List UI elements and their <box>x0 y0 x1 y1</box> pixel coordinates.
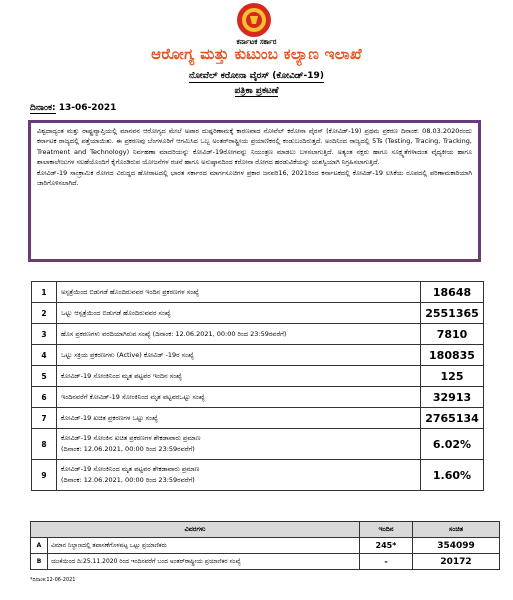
stat-number: 2 <box>32 303 57 324</box>
row-letter: B <box>31 554 48 570</box>
stat-label: ಒಟ್ಟು ಸಕ್ರಿಯ ಪ್ರಕರಣಗಳು (Active) ಕೋವಿಡ್ -19ರ ಸಂಖ್ಯೆ <box>61 350 194 359</box>
stat-number: 8 <box>32 429 57 460</box>
stat-row <box>32 324 484 345</box>
stat-label-cell <box>57 387 421 408</box>
intro-paragraph-2: ಕೋವಿಡ್-19 ಸಾಂಕ್ರಾಮಿಕ ರೋಗದ ವಿರುದ್ಧದ ಹೋರಾಟದಲ್ಲಿ ಭಾರತ ಸರ್ಕಾರದ ಮಾರ್ಗಸೂಚಿಗಳ ಪ್ರಕಾರ ಜನವರಿ16, 2021ರಿಂದ ಕರ್ನಾಟಕದಲ್ಲಿ ಕೋವಿಡ್-19 ಲಸಿಕೆಯ ರೂಪದಲ್ಲಿ ಪರಿಣಾಮಕಾರಿಯಾಗಿ ಜಾರಿಗೊಳಿಸಲಾಗಿದೆ. <box>37 168 472 188</box>
header-details: ವಿವರಗಳು <box>31 522 360 538</box>
stat-label-cell <box>57 345 421 366</box>
stat-sublabel: (ದಿನಾಂಕ: 12.06.2021, 00:00 ರಿಂದ 23:59ರವರೆಗೆ) <box>61 476 195 484</box>
stat-label: ಒಟ್ಟು ಆಸ್ಪತ್ರೆಯಿಂದ ಬಿಡುಗಡೆ ಹೊಂದಿರುವವರ ಸಂಖ್ಯೆ <box>61 308 171 317</box>
stat-row <box>32 282 484 303</box>
stat-row <box>32 460 484 491</box>
stat-label-cell <box>57 303 421 324</box>
row-label: ಯುಕೆಯಿಂದ ದಿ:25.11.2020 ರಿಂದ ಇಂದಿನವರೆಗೆ ಬಂದ ಅಂತರ್‌ರಾಷ್ಟ್ರೀಯ ಪ್ರಯಾಣಿಕರ ಸಂಖ್ಯೆ <box>48 554 360 570</box>
date-value: 13-06-2021 <box>58 103 117 113</box>
stat-value: 125 <box>421 366 484 387</box>
header-cumulative: ಸಂಚಿತ <box>413 522 500 538</box>
summary-row <box>31 554 500 570</box>
summary-table <box>30 521 500 570</box>
stat-label: ಹೊಸ ಪ್ರಕರಣಗಳು ವರದಿಯಾಗಿರುವ ಸಂಖ್ಯೆ (ದಿನಾಂಕ: 12.06.2021, 00:00 ರಿಂದ 23:59ರವರೆಗೆ) <box>61 329 287 338</box>
summary-header-row <box>31 522 500 538</box>
press-release-heading <box>0 86 513 96</box>
summary-row <box>31 538 500 554</box>
stat-number: 7 <box>32 408 57 429</box>
stat-value: 7810 <box>421 324 484 345</box>
stat-value: 6.02% <box>421 429 484 460</box>
stat-label-cell <box>57 460 421 491</box>
date-line <box>30 103 116 113</box>
stat-label: ಅಸ್ಪತ್ರೆಯಿಂದ ಬಿಡುಗಡೆ ಹೊಂದಿರುವವರ ಇಂದಿನ ಪ್ರಕರಣಗಳ ಸಂಖ್ಯೆ <box>61 287 199 296</box>
stat-number: 5 <box>32 366 57 387</box>
intro-paragraph-1: ವಿಶ್ವದಾದ್ಯಂತ ಮತ್ತು ರಾಷ್ಟ್ರವ್ಯಾಪ್ತಿಯಲ್ಲಿ ಮಾನವನ ಆರೋಗ್ಯದ ಮೇಲೆ ಅಪಾರ ದುಷ್ಪರಿಣಾಮಕ್ಕೆ ಕಾರಣವಾದ ನೋವೆಲ್ ಕರೋನಾ ವೈರಸ್ (ಕೋವಿಡ್-19) ಪ್ರಥಮ ಪ್ರಕರಣ ದಿನಾಂಕ: 08.03.2020ರಂದು ಕರ್ನಾಟಕ ರಾಜ್ಯದಲ್ಲಿ ಪತ್ತೆಯಾಯಿತು. ಈ ಪ್ರಕರಣವು ಬೆಂಗಳೂರಿಗೆ ಆಗಮಿಸಿದ ಒಬ್ಬ ಅಂತರ್‌ರಾಷ್ಟ್ರೀಯ ಪ್ರಯಾಣಿಕರಲ್ಲಿ ಕಂಡುಬಂದಿರುತ್ತದೆ. ಅಂದಿನಿಂದ ರಾಜ್ಯದಲ್ಲಿ 5Ts (Testing, Tracing, Tracking, Treatment and Technology) ನಿರ್ವಹಣಾ ಮಾದರಿಯನ್ನು ಕೋವಿಡ್-19ರೋಗವನ್ನು ನಿಯಂತ್ರಣ ಮಾಡಲು ಬಳಸಲಾಗುತ್ತಿದೆ. ಅತ್ಯಂತ ನಕ್ಷರು ಹಾಗೂ ಸೂಕ್ಷ್ಮತೆಗಳಾದಂತ ವೈದ್ಯಕೀಯ ಹಾಗೂ ಶಾಲಾಕಾಲೇಜುಗಳ ಸಲಹೆಯೊಂದಿಗೆ ಕೈಗೊಂಡಿರುವ ಯೋಜನೆಗಳ ರಚನೆ ಹಾಗೂ ಅನುಷ್ಠಾನದಿಂದ ಕರೋನಾ ರೋಗದ ಹರಡುವಿಕೆಯನ್ನು ಯಶಸ್ವಿಯಾಗಿ ನಿಗ್ರಹಿಸಲಾಗುತ್ತಿದೆ. <box>37 127 472 167</box>
stat-value: 32913 <box>421 387 484 408</box>
stat-row <box>32 366 484 387</box>
row-today-value: 245* <box>360 538 413 554</box>
document-subtitle <box>0 71 513 81</box>
row-total-value: 20172 <box>413 554 500 570</box>
date-label: ದಿನಾಂಕ: <box>30 103 56 113</box>
row-letter: A <box>31 538 48 554</box>
stat-label-cell <box>57 366 421 387</box>
government-label: ಕರ್ನಾಟಕ ಸರ್ಕಾರ <box>236 38 277 46</box>
stat-label-cell <box>57 429 421 460</box>
stat-number: 6 <box>32 387 57 408</box>
row-today-value: - <box>360 554 413 570</box>
stat-label: ಇಂದಿನವರೆಗೆ ಕೋವಿಡ್-19 ಸೋಂಕಿನಿಂದ ಮೃತ ಪಟ್ಟವರಒಟ್ಟು ಸಂಖ್ಯೆ <box>61 392 205 401</box>
intro-box <box>28 120 481 262</box>
stat-value: 2551365 <box>421 303 484 324</box>
stat-number: 9 <box>32 460 57 491</box>
stat-label: ಕೋವಿಡ್-19 ಖಚಿತ ಪ್ರಕರಣಗಳ ಒಟ್ಟು ಸಂಖ್ಯೆ <box>61 413 158 422</box>
karnataka-emblem-icon <box>236 2 272 38</box>
stat-row <box>32 303 484 324</box>
stat-value: 2765134 <box>421 408 484 429</box>
stat-label-cell <box>57 282 421 303</box>
stat-number: 1 <box>32 282 57 303</box>
stat-sublabel: (ದಿನಾಂಕ: 12.06.2021, 00:00 ರಿಂದ 23:59ರವರೆಗೆ) <box>61 445 195 453</box>
stat-value: 1.60% <box>421 460 484 491</box>
department-title: ಆರೋಗ್ಯ ಮತ್ತು ಕುಟುಂಬ ಕಲ್ಯಾಣ ಇಲಾಖೆ <box>151 45 362 63</box>
stat-value: 180835 <box>421 345 484 366</box>
stat-row <box>32 387 484 408</box>
stat-label: ಕೋವಿಡ್-19 ಸೋಂಕಿನಿಂದ ಮೃತ ಪಟ್ಟವರ ಇಂದಿನ ಸಂಖ್ಯೆ <box>61 371 182 380</box>
row-label: ವಿಮಾನ ನಿಲ್ದಾಣದಲ್ಲಿ ತಪಾಸಣೆಗೊಳಪಟ್ಟ ಒಟ್ಟು ಪ್ರಯಾಣಿಕರು <box>48 538 360 554</box>
stat-row <box>32 429 484 460</box>
statistics-table <box>31 281 484 491</box>
stat-label: ಕೋವಿಡ್-19 ಸೋಂಕಿನಿಂದ ಮೃತ ಪಟ್ಟವರ ಶೇಕಡಾವಾರು ಪ್ರಮಾಣ <box>61 465 200 473</box>
stat-label-cell <box>57 324 421 345</box>
header-today: ಇಂದಿನ <box>360 522 413 538</box>
subtitle-text: ನೋವೆಲ್ ಕರೋನಾ ವೈರಸ್ (ಕೋವಿಡ್-19) <box>189 71 324 81</box>
stat-row <box>32 345 484 366</box>
footnote: *ದಿನಾಂಕ:12-06-2021 <box>30 577 76 583</box>
stat-value: 18648 <box>421 282 484 303</box>
stat-row <box>32 408 484 429</box>
stat-number: 4 <box>32 345 57 366</box>
stat-number: 3 <box>32 324 57 345</box>
stat-label-cell <box>57 408 421 429</box>
row-total-value: 354099 <box>413 538 500 554</box>
stat-label: ಕೋವಿಡ್-19 ಸೋಂಕಿನ ಖಚಿತ ಪ್ರಕರಣಗಳ ಶೇಕಡಾವಾರು ಪ್ರಮಾಣ <box>61 434 201 442</box>
bulletin-text: ಪತ್ರಿಕಾ ಪ್ರಕಟಣೆ <box>234 86 279 96</box>
